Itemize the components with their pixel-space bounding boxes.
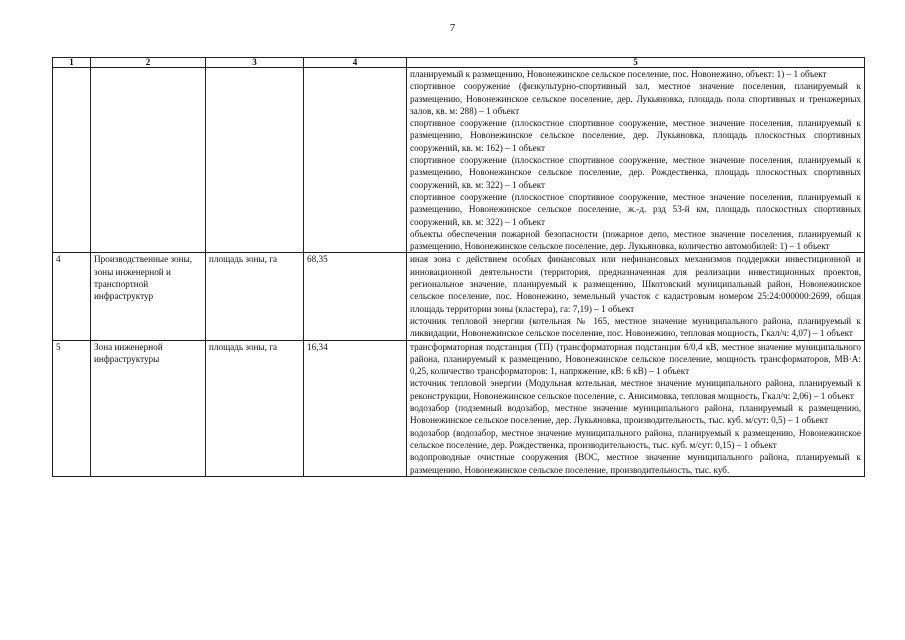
object-item: водозабор (водозабор, местное значение муниципального района, планируемый к размещению, Новонежинское сельское поселение, дер. Рождественка, производительность, тыс. куб. м/сут: 0,15) – 1 объект [410,427,861,450]
row-number: 4 [53,253,91,340]
object-item: иная зона с действием особых финансовых или нефинансовых механизмов поддержки инвестиционной и инновационной деятельности (территория, предназначенная для реализации инвестиционных проектов, региональное значение, планируемый к размещению, Шкотовский муниципальный район, Новонежинское сельское поселение, пос. Новонежино, земельный участок с кадастровым номером 25:24:000000:2699, общая площадь территории зоны (кластера), га: 7,19) – 1 объект [410,254,861,314]
object-item: спортивное сооружение (плоскостное спортивное сооружение, местное значение поселения, планируемый к размещению, Новонежинское сельское поселение, дер. Рождественка, площадь плоскостных спортивных сооружений, кв. м: 322) – 1 объект [410,155,861,190]
document-table [52,57,865,477]
object-item: спортивное сооружение (плоскостное спортивное сооружение, местное значение поселения, планируемый к размещению, Новонежинское сельское поселение, дер. Лукьяновка, площадь плоскостных спортивных сооружений, кв. м: 162) – 1 объект [410,118,861,153]
page-number: 7 [449,22,456,34]
column-header-3: 3 [206,58,304,68]
object-item: источник тепловой энергии (Модульная котельная, местное значение муниципального района, планируемый к реконструкции, Новонежинское сельское поселение, с. Анисимовка, тепловая мощность, Гкал/ч: 2,06) – 1 объект [410,378,861,401]
object-item: водопроводные очистные сооружения (ВОС, местное значение муниципального района, планируемый к размещению, Новонежинское сельское поселение, производительность, тыс. куб. [410,452,861,475]
object-item: планируемый к размещению, Новонежинское сельское поселение, пос. Новонежино, объект: 1) – 1 объект [410,69,827,79]
zone-name [91,68,206,253]
zone-indicator: площадь зоны, га [206,253,304,340]
object-list [407,68,865,253]
column-header-1: 1 [53,58,91,68]
column-number-header [53,58,865,68]
object-list [407,340,865,476]
zone-indicator: площадь зоны, га [206,340,304,476]
row-number [53,68,91,253]
object-item: источник тепловой энергии (котельная № 165, местное значение муниципального района, планируемый к ликвидации, Новонежинское сельское поселение, пос. Новонежино, тепловая мощность, Гкал/ч: 4,07) – 1 объект [410,315,861,339]
zone-name: Зона инженерной инфраструктуры [91,340,206,476]
object-list [407,253,865,340]
column-header-5: 5 [407,58,865,68]
zone-value [304,68,407,253]
column-header-4: 4 [304,58,407,68]
object-item: водозабор (подземный водозабор, местное значение муниципального района, планируемый к размещению, Новонежинское сельское поселение, дер. Лукьяновка, производительность, тыс. куб. м/сут: 0,5) – 1 объект [410,403,861,426]
table-row [53,68,865,253]
object-item: объекты обеспечения пожарной безопасности (пожарное депо, местное значение поселения, планируемый к размещению, Новонежинское сельское поселение, дер. Лукьяновка, количество автомобилей: 1) – 1 объект [410,228,861,252]
object-item: трансформаторная подстанция (ТП) (трансформаторная подстанция 6/0,4 кВ, местное значение муниципального района, планируемый к размещению, Новонежинское сельское поселение, мощность трансформаторов, МВ·А: 0,25, количество трансформаторов: 1, напряжение, кВ: 6 кВ) – 1 объект [410,341,861,377]
object-item: спортивное сооружение (физкультурно-спортивный зал, местное значение поселения, планируемый к размещению, Новонежинское сельское поселение, дер. Лукьяновка, площадь пола спортивных и тренажерных залов, кв. м: 288) – 1 объект [410,81,861,116]
zone-value: 68,35 [304,253,407,340]
table-row [53,340,865,476]
zone-name: Производственные зоны, зоны инженерной и транспортной инфраструктур [91,253,206,340]
zone-value: 16,34 [304,340,407,476]
row-number: 5 [53,340,91,476]
column-header-2: 2 [91,58,206,68]
table-row [53,253,865,340]
object-item: спортивное сооружение (плоскостное спортивное сооружение, местное значение поселения, планируемый к размещению, Новонежинское сельское поселение, ж.-д. рзд 53-й км, площадь плоскостных спортивных сооружений, кв. м: 322) – 1 объект [410,191,861,227]
zone-indicator [206,68,304,253]
